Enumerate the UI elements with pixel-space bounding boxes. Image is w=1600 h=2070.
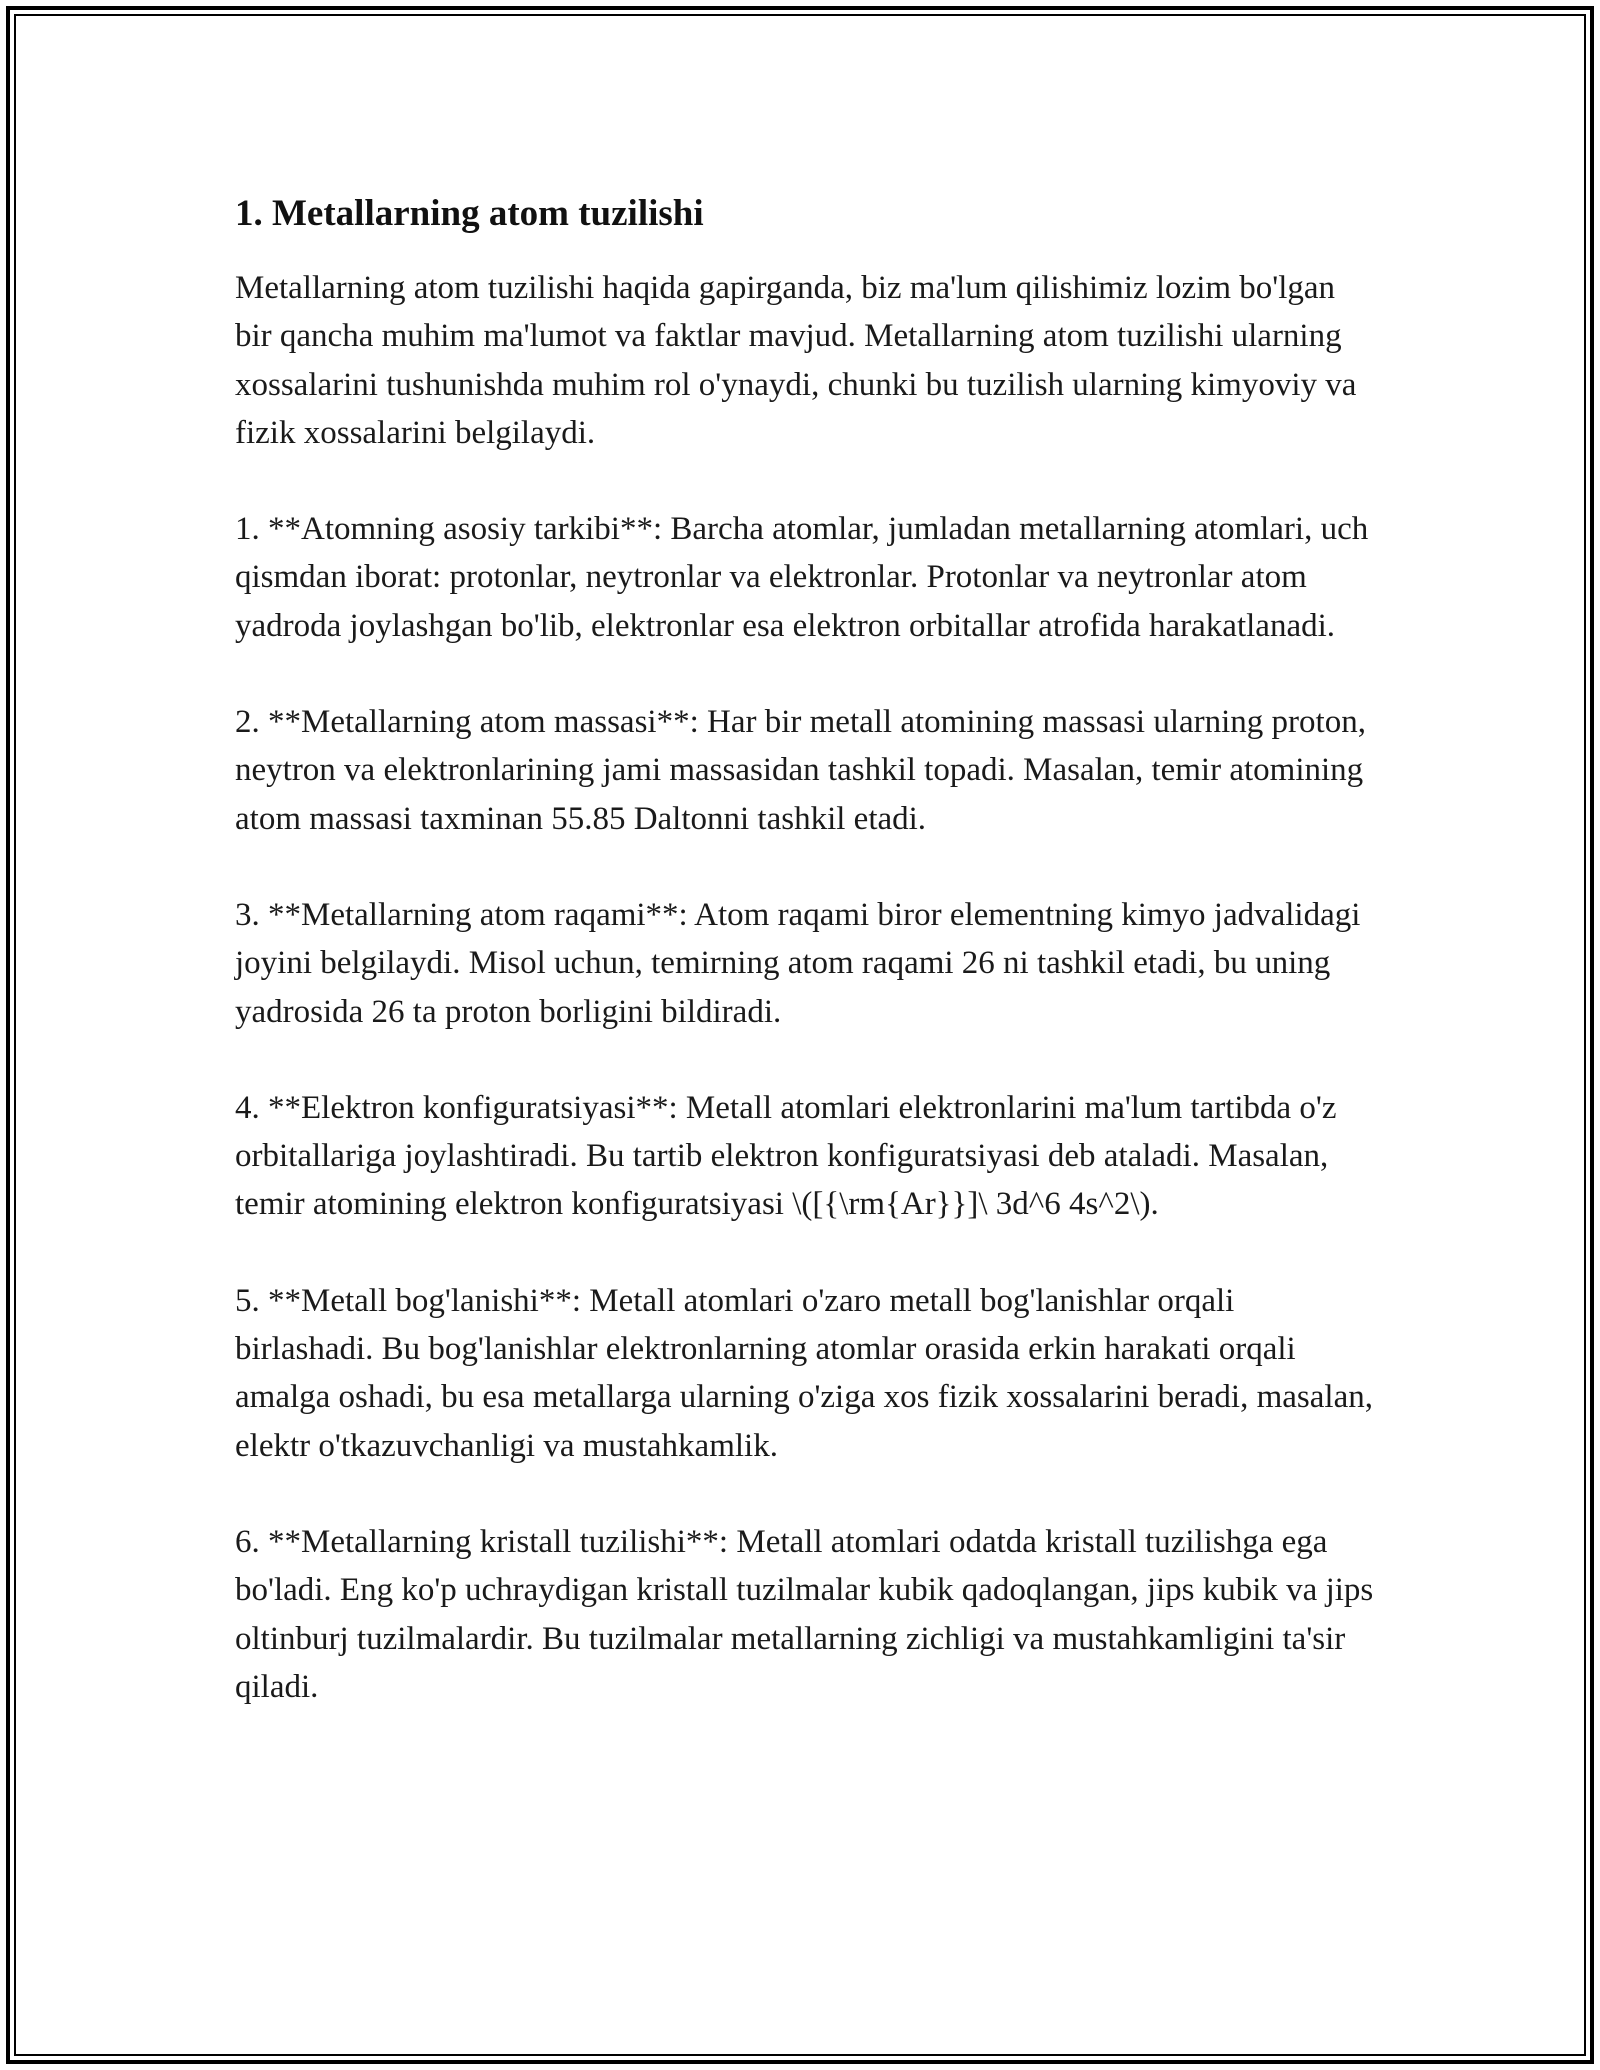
document-body [235,188,1375,1759]
paragraph-crystal-structure: 6. **Metallarning kristall tuzilishi**: Metall atomlari odatda kristall tuzilishga ega bo'ladi. Eng ko'p uchraydigan kristall tuzilmalar kubik qadoqlangan, jips kubik va jips oltinburj tuzilmalardir. Bu tuzilmalar metallarning zichligi va mustahkamligini ta'sir qiladi. [235,1523,1374,1705]
paragraph-electron-configuration: 4. **Elektron konfiguratsiyasi**: Metall atomlari elektronlarini ma'lum tartibda o'z orbitallariga joylashtiradi. Bu tartib elektron konfiguratsiyasi deb ataladi. Masalan, temir atomining elektron konfiguratsiyasi \([{\rm{Ar}}]\ 3d^6 4s^2\). [235,1089,1337,1223]
paragraph-atom-composition: 1. **Atomning asosiy tarkibi**: Barcha atomlar, jumladan metallarning atomlari, uch qismdan iborat: protonlar, neytronlar va elektronlar. Protonlar va neytronlar atom yadroda joylashgan bo'lib, elektronlar esa elektron orbitallar atrofida harakatlanadi. [235,511,1369,644]
paragraph-metallic-bonding: 5. **Metall bog'lanishi**: Metall atomlari o'zaro metall bog'lanishlar orqali birlashadi. Bu bog'lanishlar elektronlarning atomlar orasida erkin harakati orqali amalga oshadi, bu esa metallarga ularning o'ziga xos fizik xossalarini beradi, masalan, elektr o'tkazuvchanligi va mustahkamlik. [235,1282,1373,1464]
paragraph-atomic-number: 3. **Metallarning atom raqami**: Atom raqami biror elementning kimyo jadvalidagi joyini belgilaydi. Misol uchun, temirning atom raqami 26 ni tashkil etadi, bu uning yadrosida 26 ta proton borligini bildiradi. [235,896,1361,1030]
paragraph-atomic-mass: 2. **Metallarning atom massasi**: Har bir metall atomining massasi ularning proton, neytron va elektronlarining jami massasidan tashkil topadi. Masalan, temir atomining atom massasi taxminan 55.85 Daltonni tashkil etadi. [235,704,1366,837]
intro-paragraph: Metallarning atom tuzilishi haqida gapirganda, biz ma'lum qilishimiz lozim bo'lgan bir qancha muhim ma'lumot va faktlar mavjud. Metallarning atom tuzilishi ularning xossalarini tushunishda muhim rol o'ynaydi, chunki bu tuzilish ularning kimyoviy va fizik xossalarini belgilaydi. [235,270,1357,451]
document-title: 1. Metallarning atom tuzilishi [235,193,704,234]
